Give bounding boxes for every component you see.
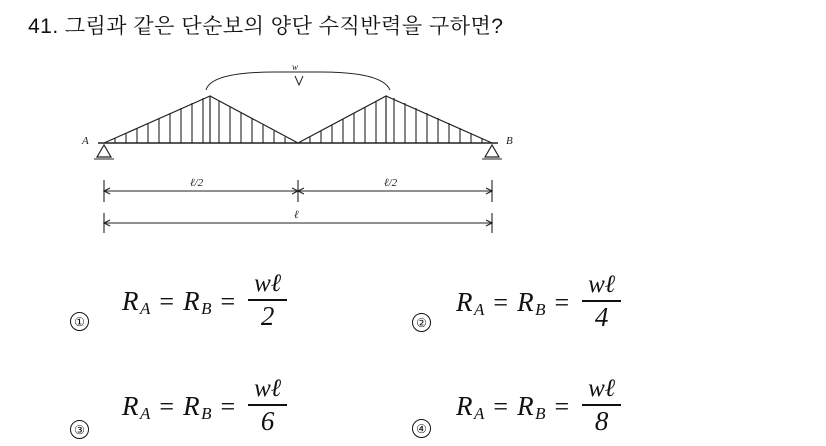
denominator-2: 4 — [594, 302, 609, 333]
question-text: 그림과 같은 단순보의 양단 수직반력을 구하면? — [64, 15, 504, 38]
beam-diagram — [70, 48, 525, 233]
rb-subscript: B — [201, 298, 212, 318]
denominator-3: 6 — [260, 406, 275, 437]
dim-left-label: ℓ/2 — [190, 177, 204, 189]
choice-equation-4 — [456, 377, 621, 437]
choice-equation-1 — [122, 272, 287, 332]
choice-equation-2 — [456, 273, 621, 333]
equals-2: = — [220, 391, 236, 421]
numerator-4: wℓ — [588, 375, 616, 402]
rb-subscript: B — [535, 299, 546, 319]
fraction-3 — [248, 376, 287, 436]
choice-equation-3 — [122, 377, 287, 437]
equals-2: = — [554, 287, 570, 317]
rb-symbol: R — [183, 286, 201, 317]
choice-marker-3[interactable]: ③ — [70, 420, 89, 439]
rb-subscript: B — [201, 403, 212, 423]
question-line — [28, 10, 504, 40]
dim-total-label: ℓ — [294, 209, 299, 221]
rb-subscript: B — [535, 403, 546, 423]
ra-symbol: R — [122, 286, 139, 317]
ra-symbol: R — [122, 391, 139, 422]
denominator-4: 8 — [594, 406, 609, 437]
question-number: 41. — [28, 15, 59, 38]
choice-marker-4[interactable]: ④ — [412, 419, 431, 438]
equals-1: = — [159, 391, 175, 421]
equals-1: = — [493, 391, 509, 421]
fraction-4 — [582, 376, 621, 436]
numerator-1: wℓ — [254, 270, 282, 297]
choice-marker-2[interactable]: ② — [412, 313, 431, 332]
ra-subscript: A — [474, 299, 485, 319]
denominator-1: 2 — [260, 301, 275, 332]
equals-2: = — [220, 286, 236, 316]
ra-subscript: A — [140, 403, 151, 423]
fraction-2 — [582, 272, 621, 332]
load-w-label: w — [292, 62, 299, 72]
ra-symbol: R — [456, 391, 473, 422]
rb-symbol: R — [183, 391, 201, 422]
support-a-label: A — [82, 135, 89, 147]
ra-subscript: A — [140, 298, 151, 318]
equals-1: = — [159, 286, 175, 316]
numerator-3: wℓ — [254, 375, 282, 402]
rb-symbol: R — [517, 287, 535, 318]
choice-marker-1[interactable]: ① — [70, 312, 89, 331]
equals-1: = — [493, 287, 509, 317]
ra-symbol: R — [456, 287, 473, 318]
numerator-2: wℓ — [588, 271, 616, 298]
ra-subscript: A — [474, 403, 485, 423]
dim-right-label: ℓ/2 — [384, 177, 398, 189]
fraction-1 — [248, 271, 287, 331]
support-b-label: B — [506, 135, 513, 147]
equals-2: = — [554, 391, 570, 421]
rb-symbol: R — [517, 391, 535, 422]
